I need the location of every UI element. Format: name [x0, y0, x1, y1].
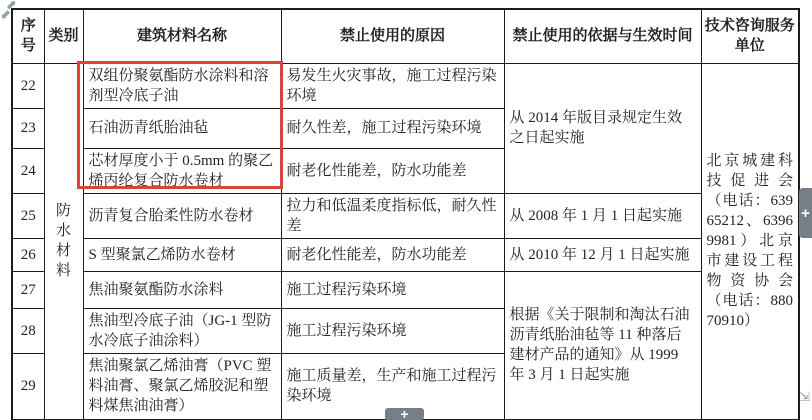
- row-no: 27: [12, 272, 44, 309]
- ban-reason: 施工质量差，生产和施工过程污染环境: [281, 354, 504, 420]
- header-basis: 禁止使用的依据与生效时间: [504, 9, 701, 63]
- service-unit-cell: 北京城建科技促进会（电话：63965212、63969981）北京市建设工程物资协会（电话：88070910）: [701, 63, 799, 420]
- material-name: 焦油型冷底子油（JG-1 型防水冷底子油涂料）: [83, 309, 281, 354]
- ban-basis: 从 2010 年 12 月 1 日起实施: [504, 239, 701, 272]
- move-arrow-sw-icon: ⬋: [0, 7, 11, 22]
- row-no: 29: [12, 354, 44, 420]
- header-no: 序号: [12, 9, 44, 63]
- material-name: S 型聚氯乙烯防水卷材: [83, 239, 281, 272]
- header-name: 建筑材料名称: [83, 9, 281, 63]
- ban-reason: 易发生火灾事故，施工过程污染环境: [281, 63, 504, 108]
- ban-reason: 拉力和低温柔度指标低，耐久性差: [281, 193, 504, 238]
- table-row: [12, 272, 799, 309]
- row-no: 26: [12, 239, 44, 272]
- material-name: 焦油聚氯乙烯油膏（PVC 塑料油膏、聚氯乙烯胶泥和塑料煤焦油油膏）: [83, 354, 281, 420]
- row-no: 22: [12, 63, 44, 108]
- banned-materials-table: [11, 8, 800, 420]
- ban-reason: 施工过程污染环境: [281, 272, 504, 309]
- move-icon[interactable]: [0, 0, 22, 26]
- ban-reason: 耐老化性能差，防水功能差: [281, 148, 504, 193]
- table-row: [12, 63, 799, 108]
- material-name: 焦油聚氨酯防水涂料: [83, 272, 281, 309]
- zoom-in-button-bottom[interactable]: [385, 408, 424, 420]
- ban-reason: 施工过程污染环境: [281, 309, 504, 354]
- table-row: [12, 193, 799, 238]
- zoom-in-button-right[interactable]: [799, 188, 812, 238]
- table-row: [12, 239, 799, 272]
- plus-icon: +: [400, 406, 409, 420]
- material-name: 芯材厚度小于 0.5mm 的聚乙烯丙纶复合防水卷材: [83, 148, 281, 193]
- ban-reason: 耐久性差，施工过程污染环境: [281, 108, 504, 148]
- material-name: 双组份聚氨酯防水涂料和溶剂型冷底子油: [83, 63, 281, 108]
- material-name: 石油沥青纸胎油毡: [83, 108, 281, 148]
- header-reason: 禁止使用的原因: [281, 9, 504, 63]
- header-service: 技术咨询服务单位: [701, 9, 799, 63]
- plus-icon: +: [801, 204, 810, 222]
- ban-basis: 从 2014 年版目录规定生效之日起实施: [504, 63, 701, 193]
- move-arrow-ne-icon: ⬈: [6, 0, 17, 12]
- row-no: 24: [12, 148, 44, 193]
- ban-reason: 耐老化性能差，防水功能差: [281, 239, 504, 272]
- row-no: 28: [12, 309, 44, 354]
- category-cell: 防水材料: [44, 63, 83, 420]
- row-no: 25: [12, 193, 44, 238]
- ban-basis: 根据《关于限制和淘汰石油沥青纸胎油毡等 11 种落后建材产品的通知》从 1999 年 3 月 1 日起实施: [504, 272, 701, 420]
- header-row: [12, 9, 799, 63]
- row-no: 23: [12, 108, 44, 148]
- resize-handle-icon[interactable]: ⇲: [799, 390, 810, 405]
- header-category: 类别: [44, 9, 83, 63]
- material-name: 沥青复合胎柔性防水卷材: [83, 193, 281, 238]
- ban-basis: 从 2008 年 1 月 1 日起实施: [504, 193, 701, 238]
